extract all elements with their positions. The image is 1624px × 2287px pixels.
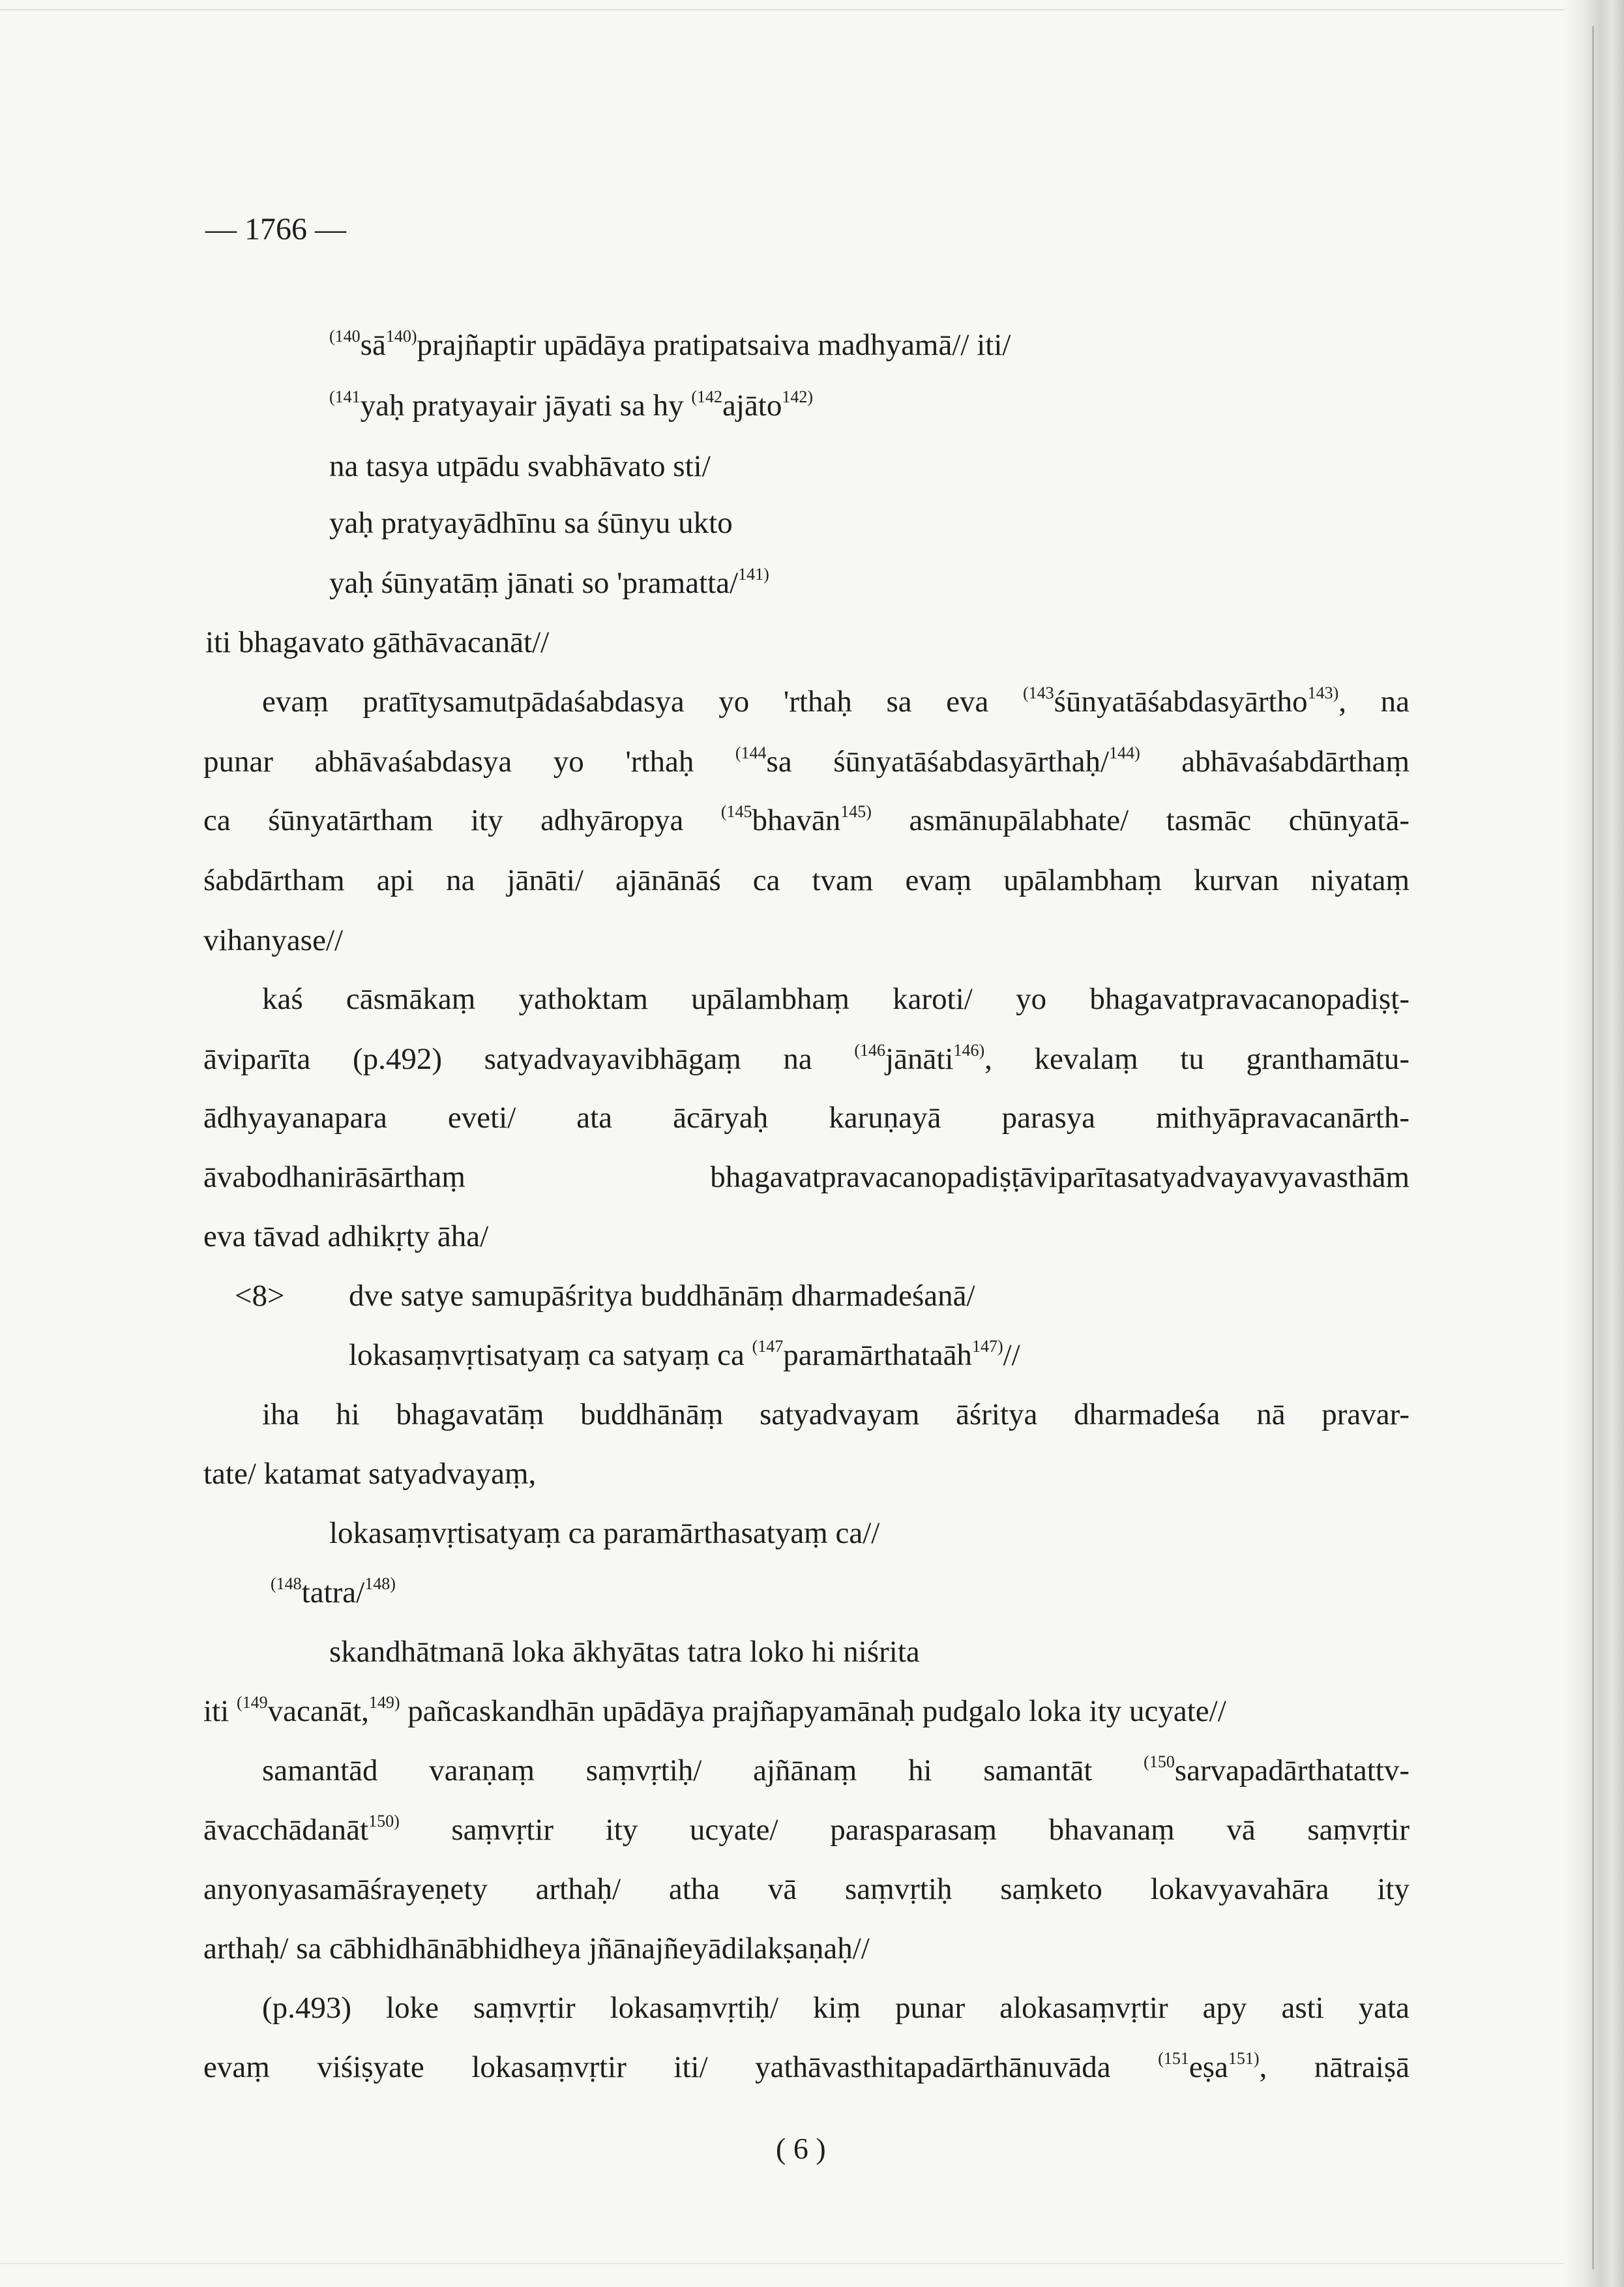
footnote-marker: (144 (735, 743, 767, 762)
text-line (203, 861, 1410, 900)
text-segment: arthaḥ/ sa cābhidhānābhidheya jñānajñeyādilakṣaṇaḥ// (203, 1932, 870, 1966)
text-segment: yaḥ śūnyatāṃ jānati so 'pramatta/ (329, 566, 739, 600)
text-segment: yaḥ pratyayair jāyati sa hy (360, 389, 692, 423)
text-segment: (p.493) loke saṃvṛtir lokasaṃvṛtiḥ/ kiṃ punar alokasaṃvṛtir apy asti yata (262, 1991, 1410, 2025)
text-line (203, 1929, 870, 1968)
text-segment: samantād varaṇaṃ saṃvṛtiḥ/ ajñānaṃ hi samantāt (262, 1754, 1144, 1787)
text-segment: tate/ katamat satyadvayaṃ, (203, 1457, 537, 1491)
text-line (329, 503, 733, 543)
text-segment: vacanāt, (267, 1694, 369, 1728)
text-line (205, 623, 549, 662)
text-segment: lokasaṃvṛtisatyaṃ ca satyaṃ ca (349, 1338, 752, 1372)
text-line (203, 1158, 1410, 1197)
text-segment: paramārthataāh (783, 1338, 972, 1372)
text-segment: <8> (235, 1279, 285, 1313)
text-line (203, 1039, 1410, 1079)
footnote-marker: 149) (368, 1693, 400, 1712)
text-segment: śūnyatāśabdasyārtho (1054, 685, 1308, 719)
text-segment: iha hi bhagavatāṃ buddhānāṃ satyadvayam āśritya dharmadeśa nā pravar- (262, 1398, 1410, 1431)
text-segment: sarvapadārthatattv- (1174, 1754, 1410, 1787)
verse-number (235, 1276, 285, 1315)
text-line (203, 1870, 1410, 1909)
text-segment: śabdārtham api na jānāti/ ajānānāś ca tvam evaṃ upālambhaṃ kurvan niyataṃ (203, 863, 1410, 897)
text-segment: ca śūnyatārtham ity adhyāropya (203, 803, 721, 837)
footnote-marker: 141) (738, 565, 769, 584)
text-segment: , na (1338, 685, 1410, 719)
text-line (203, 1692, 1226, 1731)
text-line (329, 325, 1011, 365)
text-segment: punar abhāvaśabdasya yo 'rthaḥ (203, 745, 735, 779)
text-line (329, 447, 711, 486)
footnote-marker: 148) (364, 1574, 396, 1593)
text-segment: skandhātmanā loka ākhyātas tatra loko hi niśrita (329, 1635, 920, 1669)
text-segment: // (1003, 1338, 1020, 1372)
text-segment: ādhyayanapara eveti/ ata ācāryaḥ karuṇayā parasya mithyāpravacanārth- (203, 1101, 1410, 1135)
footnote-marker: (143 (1023, 683, 1054, 702)
text-segment: na tasya utpādu svabhāvato sti/ (329, 449, 711, 483)
text-segment: abhāvaśabdārthaṃ (1140, 745, 1410, 779)
text-segment: āvacchādanāt (203, 1813, 369, 1847)
footnote-marker: (148 (271, 1574, 302, 1593)
text-line (262, 1988, 1410, 2027)
footnote-marker: 147) (971, 1337, 1003, 1356)
text-line (262, 682, 1410, 721)
text-line (203, 1098, 1410, 1137)
text-segment: bhavān (752, 803, 841, 837)
text-segment: prajñaptir upādāya pratipatsaiva madhyamā// iti/ (417, 328, 1011, 362)
text-line (203, 921, 343, 960)
footnote-marker: 142) (782, 387, 814, 406)
text-segment: vihanyase// (203, 923, 344, 957)
footnote-marker: (142 (691, 387, 723, 406)
footnote-marker: 144) (1109, 743, 1140, 762)
text-segment: iti bhagavato gāthāvacanāt// (205, 625, 550, 659)
text-segment: evaṃ pratītysamutpādaśabdasya yo 'rthaḥ sa eva (262, 685, 1023, 719)
text-segment: , nātraiṣā (1259, 2050, 1410, 2084)
footnote-marker: (141 (329, 387, 361, 406)
footnote-marker: 145) (840, 802, 872, 821)
text-segment: pañcaskandhān upādāya prajñapyamānaḥ pudgalo loka ity ucyate// (400, 1694, 1226, 1728)
footnote-marker: 140) (385, 327, 417, 346)
text-segment: yaḥ pratyayādhīnu sa śūnyu ukto (329, 506, 733, 540)
page-marker: ( 6 ) (776, 2132, 826, 2165)
text-line (203, 801, 1410, 840)
text-segment: sa śūnyatāśabdasyārthaḥ/ (766, 745, 1110, 779)
text-segment: eva tāvad adhikṛty āha/ (203, 1219, 489, 1253)
text-segment: evaṃ viśiṣyate lokasaṃvṛtir iti/ yathāvasthitapadārthānuvāda (203, 2050, 1159, 2084)
text-segment: dve satye samupāśritya buddhānāṃ dharmadeśanā/ (349, 1279, 975, 1313)
footnote-marker: (150 (1144, 1752, 1175, 1771)
text-line (329, 386, 813, 425)
text-line (203, 1810, 1410, 1849)
footnote-marker: 146) (953, 1041, 985, 1060)
footnote-marker: 151) (1228, 2049, 1260, 2068)
footnote-marker: (151 (1158, 2049, 1189, 2068)
text-line (203, 2048, 1410, 2087)
text-line (203, 742, 1410, 781)
text-line (349, 1276, 975, 1315)
text-line (203, 1454, 536, 1493)
page-number: — 1766 — (205, 212, 346, 247)
text-segment: eṣa (1188, 2050, 1228, 2084)
top-scan-rule (0, 9, 1565, 10)
text-line (349, 1336, 1020, 1375)
footnote-marker: (147 (752, 1337, 784, 1356)
text-segment: , kevalaṃ tu granthamātu- (984, 1042, 1410, 1076)
text-line (329, 1632, 920, 1671)
text-segment: tatra/ (301, 1576, 365, 1609)
text-line (329, 563, 769, 603)
text-segment: anyonyasamāśrayeṇety arthaḥ/ atha vā saṃvṛtiḥ saṃketo lokavyavahāra ity (203, 1872, 1410, 1906)
text-segment: asmānupālabhate/ tasmāc chūnyatā- (871, 803, 1410, 837)
binding-edge-shadow (1565, 0, 1624, 2287)
text-line (271, 1573, 396, 1612)
text-segment: kaś cāsmākaṃ yathoktam upālambhaṃ karoti/ yo bhagavatpravacanopadiṣṭ- (262, 982, 1410, 1016)
text-segment: iti (203, 1694, 237, 1728)
text-line (262, 1395, 1410, 1434)
text-segment: lokasaṃvṛtisatyaṃ ca paramārthasatyaṃ ca// (329, 1516, 880, 1550)
text-segment: sā (360, 328, 386, 362)
footnote-marker: (149 (236, 1693, 268, 1712)
footnote-marker: (146 (854, 1041, 886, 1060)
footnote-marker: 150) (368, 1812, 400, 1831)
text-line (203, 1217, 488, 1256)
footnote-marker: (145 (720, 802, 752, 821)
text-segment: āviparīta (p.492) satyadvayavibhāgaṃ na (203, 1042, 855, 1076)
text-segment: āvabodhanirāsārthaṃ bhagavatpravacanopadiṣṭāviparītasatyadvayavyavasthām (203, 1160, 1410, 1194)
binding-edge-line (1592, 26, 1594, 2269)
footnote-marker: 143) (1307, 683, 1339, 702)
text-segment: ajāto (722, 389, 782, 423)
text-segment: jānāti (885, 1042, 954, 1076)
text-line (262, 979, 1410, 1019)
text-line (262, 1751, 1410, 1790)
text-line (329, 1514, 879, 1553)
footnote-marker: (140 (329, 327, 361, 346)
bottom-scan-rule (0, 2263, 1565, 2264)
text-segment: saṃvṛtir ity ucyate/ parasparasaṃ bhavanaṃ vā saṃvṛtir (399, 1813, 1410, 1847)
